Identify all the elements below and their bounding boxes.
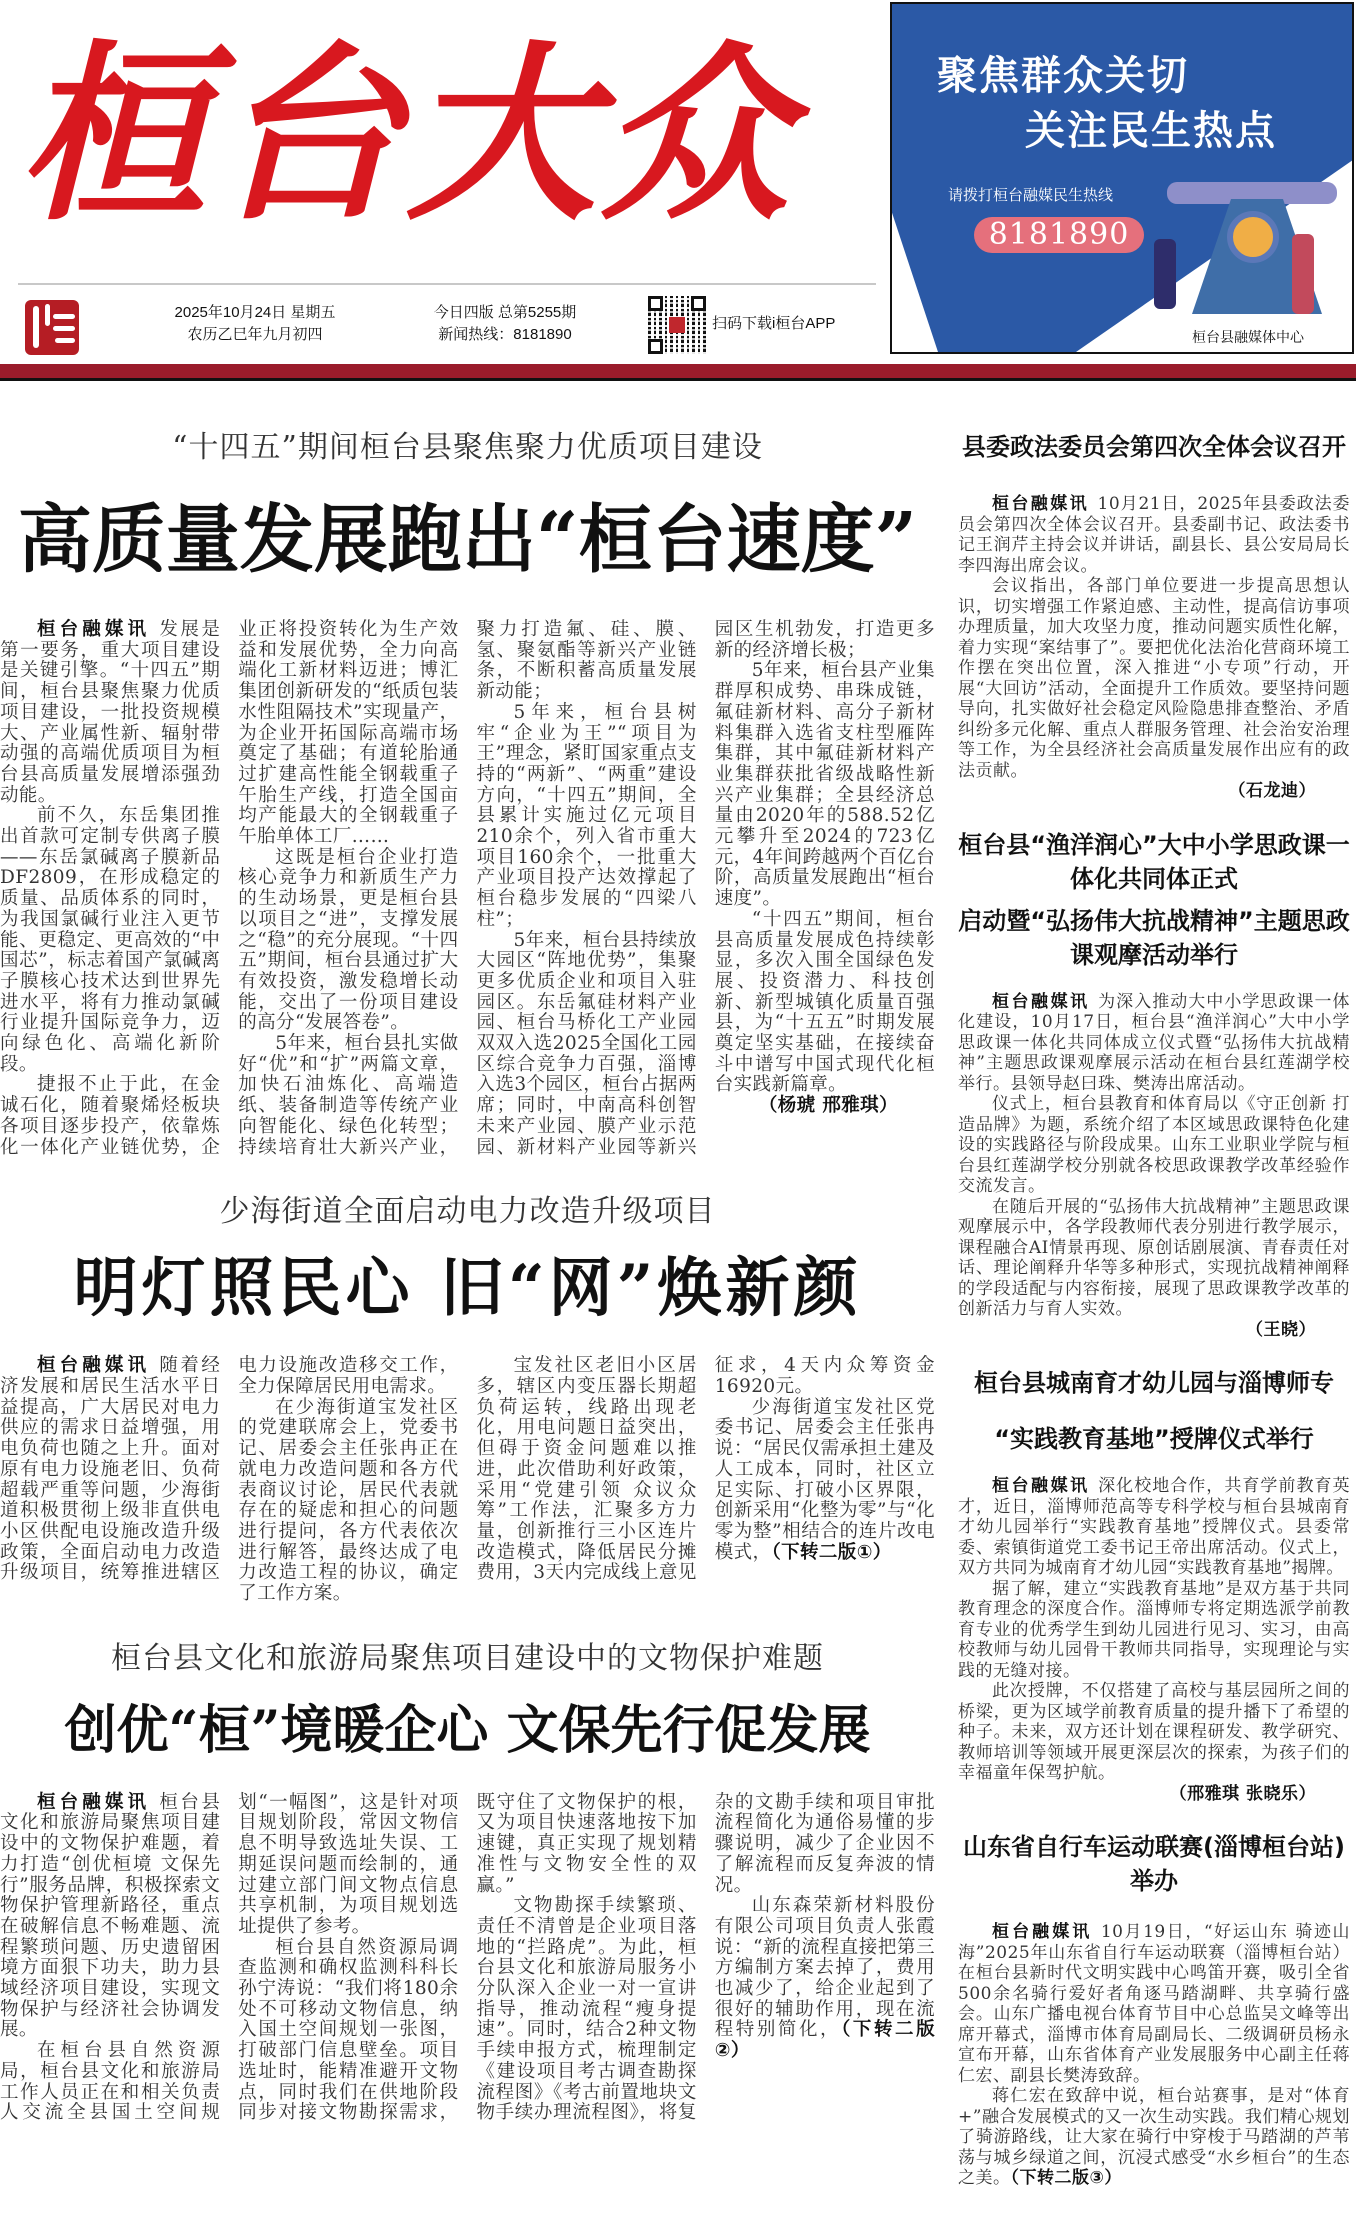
info-strip xyxy=(0,290,880,360)
article-2-kicker: 少海街道全面启动电力改造升级项目 xyxy=(219,1194,716,1230)
telephone-dial-icon xyxy=(1227,211,1279,263)
continued-on-page-link[interactable]: （下转二版③） xyxy=(1010,2168,1122,2188)
article-paragraph xyxy=(958,992,1350,1095)
article-paragraph xyxy=(958,494,1350,576)
paragraph-text: 5年来，桓台县持续放大园区“阵地优势”，集聚更多优质企业和项目入驻园区。东岳氟硅材料产业园、桓台马桥化工产业园双双入选2025全国化工园区综合竞争力百强，淄博入选3个园区，桓台占据两席；同时，中南高科创智未来产业园、膜产业示范园、新材料产业园等新兴园区生机勃发，打造更多新的经济增长极； xyxy=(476,619,935,1158)
article-3-headline[interactable]: 创优“桓”境暖企心 文保先行促发展 xyxy=(64,1699,871,1761)
dateline: 桓台融媒讯 xyxy=(37,1355,151,1377)
article-3-kicker: 桓台县文化和旅游局聚焦项目建设中的文物保护难题 xyxy=(111,1640,824,1676)
qr-code-icon[interactable] xyxy=(648,296,706,354)
byline: （杨琥 邢雅琪） xyxy=(758,1095,898,1117)
article-2-headline[interactable]: 明灯照民心 旧“网”焕新颜 xyxy=(73,1251,862,1327)
continued-on-page-link[interactable]: （下转二版②） xyxy=(714,2019,935,2062)
paragraph-text: 宝发社区老旧小区居多，辖区内变压器长期超负荷运转，线路出现老化，用电问题日益突出，但碍于资金问题难以推进，此次借助利好政策，采用“党建引领 众议众筹”工作法，汇聚多方力量，创新推行三小区连片改造模式，降低居民分摊费用，3天内完成线上意见征求，4天内众筹资金16920元。 xyxy=(476,1355,935,1584)
paragraph-text: 5年来，桓台县树牢“企业为王”“项目为王”理念，紧盯国家重点支持的“两新”、“两重”建设方向，“十四五”期间，全县累计实施过亿元项目210余个，列入省市重大项目160余个，一批重大产业项目投产达效撑起了桓台稳步发展的“四梁八柱”； xyxy=(476,701,697,930)
right-article-3-body xyxy=(958,1476,1350,1804)
byline: （邢雅琪 张晓乐） xyxy=(1169,1783,1316,1804)
right-news-column xyxy=(958,430,1350,2215)
paragraph-text: 前不久，东岳集团推出首款可定制专供离子膜——东岳氯碱离子膜新品DF2809，在形成稳定的质量、品质体系的同时，为我国氯碱行业注入更节能、更稳定、更高效的“中国芯”，标志着国产氯碱离子膜核心技术达到世界先进水平，将有力推动氯碱行业提升国际竞争力，迈向绿色化、高端化新阶段。 xyxy=(0,805,221,1075)
right-article-3-headline-line-2[interactable]: “实践教育基地”授牌仪式举行 xyxy=(994,1425,1314,1453)
article-paragraph xyxy=(715,661,935,909)
article-paragraph xyxy=(958,2086,1350,2189)
paragraph-text: 仪式上，桓台县教育和体育局以《守正创新 打造品牌》为题，系统介绍了本区域思政课特色化建设的实践路径与阶段成果。山东工业职业学院与桓台县红莲湖学校分别就各校思政课教学改革经验作交流发言。 xyxy=(958,1094,1350,1196)
paragraph-text: 山东森荣新材料股份有限公司项目负责人张霞说：“新的流程直接把第三方编制方案去掉了，费用也减少了，给企业起到了很好的辅助作用，现在流程特别简化， xyxy=(714,1895,935,2041)
article-2-body xyxy=(0,1356,935,1604)
article-paragraph xyxy=(958,576,1350,781)
right-article-4 xyxy=(958,1830,1350,2189)
article-paragraph xyxy=(0,1793,220,2041)
man-figure-icon xyxy=(1292,234,1314,314)
left-news-column xyxy=(0,428,935,2158)
right-article-2-headline-line-2[interactable]: 启动暨“弘扬伟大抗战精神”主题思政课观摩活动举行 xyxy=(958,906,1350,969)
article-paragraph xyxy=(958,1476,1350,1579)
paragraph-text: 为深入推动大中小学思政课一体化建设，10月17日，桓台县“渔洋润心”大中小学思政课一体化共同体成立仪式暨“弘扬伟大抗战精神”主题思政课观摩展示活动在桓台县红莲湖学校举行。县领导赵曰珠、樊涛出席活动。 xyxy=(958,991,1351,1094)
right-article-3 xyxy=(958,1366,1350,1804)
paragraph-text: 此次授牌，不仅搭建了高校与基层园所之间的桥梁，更为区域学前教育质量的提升播下了希望的种子。未来，双方还计划在课程研发、教学研究、教师培训等领域开展更深层次的探索，为孩子们的幸福童年保驾护航。 xyxy=(958,1681,1350,1783)
newspaper-emblem-icon xyxy=(25,300,79,355)
article-paragraph xyxy=(958,1922,1350,2086)
right-article-4-body xyxy=(958,1922,1350,2189)
paragraph-text: “十四五”期间，桓台县高质量发展成色持续彰显，多次入围全国绿色发展、投资潜力、科技创新、新型城镇化质量百强县，为“十五五”时期发展奠定坚实基础，在接续奋斗中谱写中国式现代化桓台实践新篇章。 xyxy=(714,908,935,1096)
dateline: 桓台融媒讯 xyxy=(992,494,1090,514)
article-paragraph xyxy=(958,1197,1350,1320)
masthead-rule xyxy=(18,283,876,285)
paragraph-text: 在随后开展的“弘扬伟大抗战精神”主题思政课观摩展示中，各学段教师代表分别进行教学展示，课程融合AI情景再现、原创话剧展演、青春责任对话、理论阐释升华等多种形式，实现抗战精神阐释的学段适配与内容衔接，展现了思政课教学改革的创新活力与育人实效。 xyxy=(958,1196,1350,1319)
ad-hotline-prompt: 请拨打桓台融媒民生热线 xyxy=(948,186,1114,204)
paragraph-text: 这既是桓台企业打造核心竞争力和新质生产力的生动场景，更是桓台县以项目之“进”，支撑发展之“稳”的充分展现。“十四五”期间，桓台县通过扩大有效投资，激发稳增长动能，交出了一份项目建设的高分“发展答卷”。 xyxy=(238,846,459,1034)
paragraph-text: 少海街道宝发社区党委书记、居委会主任张冉说：“居民仅需承担土建及人工成本，同时，社区立足实际、打破小区界限，创新采用“化整为零”与“化零为整”相结合的连片改电模式， xyxy=(714,1396,935,1563)
article-1-headline[interactable]: 高质量发展跑出“桓台速度” xyxy=(17,497,918,583)
masthead-red-bar xyxy=(0,364,1356,378)
paragraph-text: 桓台县文化和旅游局聚焦项目建设中的文物保护难题，着力打造“创优桓境 文保先行”服务品牌，积极探索文物保护管理新路径，重点在破解信息不畅难题、流程繁琐问题、历史遗留困境方面狠下功夫，助力县域经济项目建设，实现文物保护与经济社会协调发展。 xyxy=(0,1791,221,2041)
paragraph-text: 在桓台县自然资源局，桓台县文化和旅游局工作人员正在和相关负责人交流全县国土空间规划“一幅图”，这是针对项目规划阶段，常因文物信息不明导致选址失误、工期延误问题而绘制的，通过建立部门间文物点信息共享机制，为项目规划选址提供了参考。 xyxy=(0,1791,459,2124)
dateline: 桓台融媒讯 xyxy=(992,991,1090,1012)
article-paragraph xyxy=(0,806,220,1075)
article-paragraph xyxy=(715,910,935,1096)
paragraph-text: 10月21日，2025年县委政法委员会第四次全体会议召开。县委副书记、政法委书记王润芹主持会议并讲话，副县长、县公安局局长李四海出席会议。 xyxy=(958,494,1351,576)
lunar-date: 农历乙巳年九月初四 xyxy=(187,326,323,343)
right-article-1 xyxy=(958,430,1350,802)
paragraph-text: 文物勘探手续繁琐、责任不清曾是企业项目落地的“拦路虎”。为此，桓台县文化和旅游局服务小分队深入企业一对一宣讲指导，推动流程“瘦身提速”。同时，结合2种文物手续申报方式，梳理制定《建设项目考古调查勘探流程图》《考古前置地块文物手续办理流程图》，将复杂的文勘手续和项目审批流程简化为通俗易懂的步骤说明，减少了企业因不了解流程而反复奔波的情况。 xyxy=(476,1791,935,2124)
article-paragraph xyxy=(715,1398,935,1564)
dateline: 桓台融媒讯 xyxy=(37,619,151,640)
paragraph-text: 发展是第一要务，重大项目建设是关键引擎。“十四五”期间，桓台县聚焦聚力优质项目建设，一批投资规模大、产业属性新、辐射带动强的高端优质项目为桓台县高质量发展增添强劲动能。 xyxy=(0,619,221,806)
ad-headline-1: 聚焦群众关切 xyxy=(937,53,1189,99)
right-article-3-headline-line-1[interactable]: 桓台县城南育才幼儿园与淄博师专 xyxy=(974,1369,1334,1397)
right-article-2 xyxy=(958,828,1350,1341)
right-article-2-body xyxy=(958,992,1350,1341)
hotline-advertisement[interactable] xyxy=(890,2,1354,354)
article-2 xyxy=(0,1192,935,1604)
paragraph-text: 深化校地合作，共育学前教育英才，近日，淄博师范高等专科学校与桓台县城南育才幼儿园举行“实践教育基地”授牌仪式。县委常委、索镇街道党工委书记王帝出席活动。仪式上，双方共同为城南育才幼儿园“实践教育基地”揭牌。 xyxy=(958,1476,1351,1578)
ad-headline-2: 关注民生热点 xyxy=(1025,108,1277,154)
dateline: 桓台融媒讯 xyxy=(37,1791,151,1813)
issue-date: 2025年10月24日 星期五 xyxy=(174,304,336,321)
paragraph-text: 在少海街道宝发社区的党建联席会上，党委书记、居委会主任张冉正在就电力改造问题和各方代表商议讨论，居民代表就存在的疑虑和担心的问题进行提问，各方代表依次进行解答，最终达成了电力改造工程的协议，确定了工作方案。 xyxy=(238,1396,459,1605)
masthead-logo: 桓台大众 xyxy=(18,23,795,246)
byline: （王晓） xyxy=(1246,1319,1316,1340)
article-paragraph xyxy=(958,1579,1350,1682)
article-3 xyxy=(0,1639,935,2124)
article-paragraph xyxy=(0,620,220,806)
right-article-2-headline-line-1[interactable]: 桓台县“渔洋润心”大中小学思政课一体化共同体正式 xyxy=(958,830,1350,893)
paragraph-text: 桓台县自然资源局调查监测和确权监测科科长孙宁涛说：“我们将180余处不可移动文物信息，纳入国土空间规划一张图，打破部门信息壁垒。项目选址时，能精准避开文物点，同时我们在供地阶段同步对接文物勘探需求，既守住了文物保护的根，又为项目快速落地按下加速键，真正实现了规划精准性与文物安全性的双赢。” xyxy=(238,1791,697,2124)
article-3-body xyxy=(0,1793,935,2124)
article-paragraph xyxy=(715,1896,935,2062)
article-paragraph xyxy=(958,1094,1350,1197)
right-article-1-headline[interactable]: 县委政法委员会第四次全体会议召开 xyxy=(962,433,1346,461)
dateline: 桓台融媒讯 xyxy=(992,1476,1090,1496)
ad-organization: 桓台县融媒体中心 xyxy=(1192,330,1304,346)
paragraph-text: 据了解，建立“实践教育基地”是双方基于共同教育理念的深度合作。淄博师专将定期选派学前教育专业的优秀学生到幼儿园进行见习、实习，由高校教师与幼儿园骨干教师共同指导，实现理论与实践的无缝对接。 xyxy=(958,1578,1350,1681)
news-hotline: 新闻热线：8181890 xyxy=(438,326,572,343)
ad-phone-number: 8181890 xyxy=(974,217,1144,253)
article-1 xyxy=(0,428,935,1158)
paragraph-text: 5年来，桓台县扎实做好“优”和“扩”两篇文章，加快石油炼化、高端造纸、装备制造等传统产业向智能化、绿色化转型；持续培育壮大新兴产业，聚力打造氟、硅、膜、氢、聚氨酯等新兴产业链条，不断积蓄高质量发展新动能； xyxy=(238,619,697,1158)
dateline: 桓台融媒讯 xyxy=(992,1922,1093,1942)
paragraph-text: 捷报不止于此，在金诚石化，随着聚烯烃板块各项目逐步投产，依靠炼化一体化产业链优势，企业正将投资转化为生产效益和发展优势，全力向高端化工新材料迈进；博汇集团创新研发的“纸质包装水性阻隔技术”实现量产，为企业开拓国际高端市场奠定了基础；有道轮胎通过扩建高性能全钢载重子午胎生产线，打造全国亩均产能最大的全钢载重子午胎单体工厂…… xyxy=(0,619,459,1158)
continued-on-page-link[interactable]: （下转二版①） xyxy=(771,1541,892,1563)
paragraph-text: 5年来，桓台县产业集群厚积成势、串珠成链，氟硅新材料、高分子新材料集群入选省支柱型雁阵集群，其中氟硅新材料产业集群获批省级战略性新兴产业集群；全县经济总量由2020年的588.52亿元攀升至2024的723亿元，4年间跨越两个百亿台阶，高质量发展跑出“桓台速度”。 xyxy=(714,660,935,910)
app-download-prompt: 扫码下载i桓台APP xyxy=(712,315,836,332)
article-paragraph xyxy=(958,1681,1350,1784)
paragraph-text: 会议指出，各部门单位要进一步提高思想认识，切实增强工作紧迫感、主动性，提高信访事项办理质量，加大攻坚力度，推动问题实质性化解，着力实现“案结事了”。要把优化法治化营商环境工作摆在突出位置，深入推进“小专项”行动，开展“大回访”活动，全面提升工作质效。要坚持问题导向，扎实做好社会稳定风险隐患排查整治、矛盾纠纷多元化解、重点人群服务管理、社会治安治理等工作，为全县经济社会高质量发展作出应有的政法贡献。 xyxy=(958,576,1350,781)
paragraph-text: 10月19日，“好运山东 骑迹山海”2025年山东省自行车运动联赛（淄博桓台站）在桓台县新时代文明实践中心鸣笛开赛，吸引全省500余名骑行爱好者角逐马踏湖畔、共享骑行盛会。山东广播电视台体育节目中心总监吴文峰等出席开幕式，淄博市体育局副局长、二级调研员杨永宣布开幕，山东省体育产业发展服务中心副主任蒋仁宏、副县长樊涛致辞。 xyxy=(958,1922,1351,2086)
paragraph-text: 蒋仁宏在致辞中说，桓台站赛事，是对“体育+”融合发展模式的又一次生动实践。我们精心规划了骑游路线，让大家在骑行中穿梭于马踏湖的芦苇荡与城乡绿道之间，沉浸式感受“水乡桓台”的生态之美。 xyxy=(958,2086,1350,2188)
article-paragraph xyxy=(477,703,697,931)
woman-figure-icon xyxy=(1154,239,1176,309)
article-paragraph xyxy=(238,848,458,1034)
byline: （石龙迪） xyxy=(1228,781,1316,801)
right-article-1-body xyxy=(958,494,1350,802)
masthead-black-rule xyxy=(0,378,1356,381)
article-1-body xyxy=(0,620,935,1158)
right-article-4-headline[interactable]: 山东省自行车运动联赛(淄博桓台站)举办 xyxy=(963,1833,1345,1895)
article-paragraph xyxy=(238,1398,458,1605)
paragraph-text: 随着经济发展和居民生活水平日益提高，广大居民对电力供应的需求日益增强，用电负荷也随之上升。面对原有电力设施老旧、负荷超载严重等问题，少海街道积极贯彻上级非直供电小区供配电设施改造升级政策，全面启动电力改造升级项目，统筹推进辖区电力设施改造移交工作，全力保障居民用电需求。 xyxy=(0,1355,459,1584)
edition-info: 今日四版 总第5255期 xyxy=(433,304,577,321)
article-1-kicker: “十四五”期间桓台县聚焦聚力优质项目建设 xyxy=(172,430,763,465)
